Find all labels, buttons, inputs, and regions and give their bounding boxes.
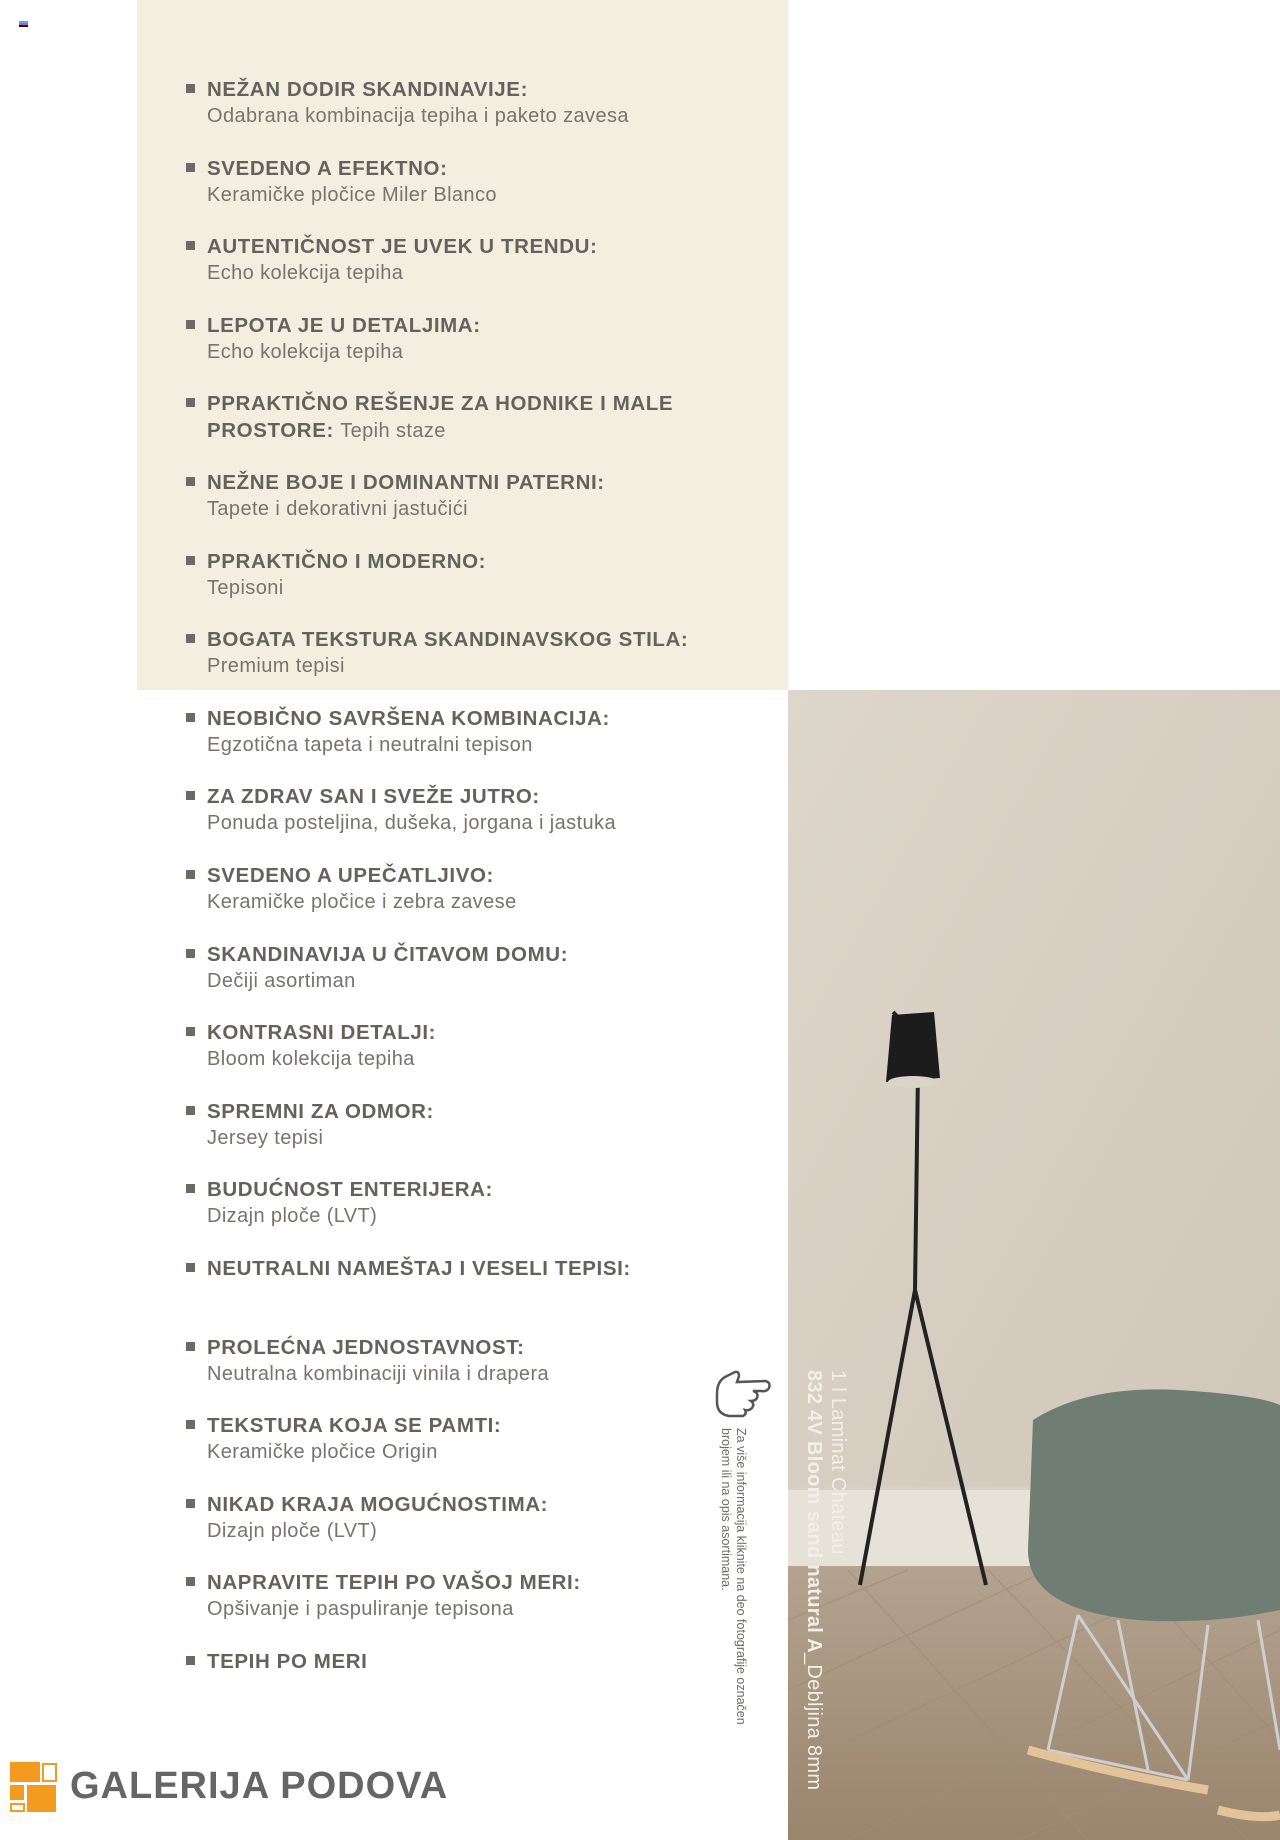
list-item[interactable] bbox=[186, 783, 766, 862]
print-registration-mark bbox=[19, 21, 28, 27]
info-note bbox=[718, 1428, 748, 1725]
item-title: NEOBIČNO SAVRŠENA KOMBINACIJA: bbox=[207, 706, 610, 730]
galerija-podova-logo-icon bbox=[10, 1762, 58, 1812]
item-title: NIKAD KRAJA MOGUĆNOSTIMA: bbox=[207, 1492, 549, 1516]
item-title: SVEDENO A EFEKTNO: bbox=[207, 156, 448, 180]
item-title: AUTENTIČNOST JE UVEK U TRENDU: bbox=[207, 235, 598, 259]
square-bullet-icon bbox=[186, 1499, 195, 1508]
square-bullet-icon bbox=[186, 1027, 195, 1036]
note-line-1: Za više informacija kliknite na deo fotografije označen bbox=[734, 1428, 748, 1725]
square-bullet-icon bbox=[186, 1263, 195, 1272]
list-item[interactable] bbox=[186, 548, 766, 627]
square-bullet-icon bbox=[186, 241, 195, 250]
list-item[interactable] bbox=[186, 1412, 766, 1491]
list-item[interactable] bbox=[186, 1334, 766, 1413]
caption-product: 832 4V Bloom sand natural A bbox=[803, 1370, 825, 1653]
item-description: Tepisoni bbox=[207, 576, 284, 599]
list-item[interactable] bbox=[186, 705, 766, 784]
item-title: BOGATA TEKSTURA SKANDINAVSKOG STILA: bbox=[207, 628, 689, 652]
list-item[interactable] bbox=[186, 312, 766, 391]
item-title: NEŽAN DODIR SKANDINAVIJE: bbox=[207, 78, 528, 101]
square-bullet-icon bbox=[186, 791, 195, 800]
item-description: Echo kolekcija tepiha bbox=[207, 262, 404, 285]
list-item[interactable] bbox=[186, 76, 766, 155]
list-item[interactable] bbox=[186, 233, 766, 312]
square-bullet-icon bbox=[186, 1420, 195, 1429]
item-title: SKANDINAVIJA U ČITAVOM DOMU: bbox=[207, 942, 569, 966]
item-title: NEŽNE BOJE I DOMINANTNI PATERNI: bbox=[207, 470, 605, 494]
item-description: Dizajn ploče (LVT) bbox=[207, 1205, 378, 1228]
item-description: Ponuda posteljina, dušeka, jorgana i jastuka bbox=[207, 812, 616, 835]
item-description: Keramičke pločice Origin bbox=[207, 1441, 438, 1464]
list-item[interactable] bbox=[186, 155, 766, 234]
item-title: TEPIH PO MERI bbox=[207, 1649, 368, 1673]
item-title: BUDUĆNOST ENTERIJERA: bbox=[207, 1178, 493, 1202]
item-title: PPRAKTIČNO I MODERNO: bbox=[207, 549, 487, 573]
item-description: Keramičke pločice i zebra zavese bbox=[207, 890, 517, 913]
square-bullet-icon bbox=[186, 320, 195, 329]
square-bullet-icon bbox=[186, 870, 195, 879]
caption-thickness: _Debljina 8mm bbox=[803, 1653, 825, 1791]
square-bullet-icon bbox=[186, 84, 195, 93]
square-bullet-icon bbox=[186, 1656, 195, 1665]
item-title: KONTRASNI DETALJI: bbox=[207, 1021, 437, 1045]
square-bullet-icon bbox=[186, 1577, 195, 1586]
list-item[interactable] bbox=[186, 1569, 766, 1648]
square-bullet-icon bbox=[186, 1184, 195, 1193]
item-description: Keramičke pločice Miler Blanco bbox=[207, 183, 497, 206]
square-bullet-icon bbox=[186, 949, 195, 958]
item-description: Tepih staze bbox=[340, 420, 446, 443]
square-bullet-icon bbox=[186, 556, 195, 565]
square-bullet-icon bbox=[186, 1106, 195, 1115]
item-title: NEUTRALNI NAMEŠTAJ I VESELI TEPISI: bbox=[207, 1256, 631, 1280]
item-description: Tapete i dekorativni jastučići bbox=[207, 497, 469, 520]
list-item[interactable] bbox=[186, 1491, 766, 1570]
list-item[interactable] bbox=[186, 1019, 766, 1098]
list-item[interactable] bbox=[186, 862, 766, 941]
item-title: PROLEĆNA JEDNOSTAVNOST: bbox=[207, 1335, 525, 1359]
list-item[interactable] bbox=[186, 469, 766, 548]
item-title: LEPOTA JE U DETALJIMA: bbox=[207, 313, 481, 337]
list-item[interactable] bbox=[186, 390, 766, 469]
item-description: Echo kolekcija tepiha bbox=[207, 340, 404, 363]
item-description: Odabrana kombinacija tepiha i paketo zavesa bbox=[207, 105, 629, 127]
square-bullet-icon bbox=[186, 477, 195, 486]
brand-name: GALERIJA PODOVA bbox=[70, 1765, 449, 1807]
item-title: ZA ZDRAV SAN I SVEŽE JUTRO: bbox=[207, 785, 540, 809]
item-description: Opšivanje i paspuliranje tepisona bbox=[207, 1598, 514, 1621]
list-item[interactable] bbox=[186, 1648, 766, 1727]
photo-caption[interactable] bbox=[802, 1370, 850, 1790]
item-description: Egzotična tapeta i neutralni tepison bbox=[207, 733, 533, 756]
square-bullet-icon bbox=[186, 398, 195, 407]
list-item[interactable] bbox=[186, 1255, 766, 1334]
collection-list bbox=[186, 76, 766, 1726]
square-bullet-icon bbox=[186, 1342, 195, 1351]
item-title: TEKSTURA KOJA SE PAMTI: bbox=[207, 1414, 502, 1438]
item-title: SVEDENO A UPEČATLJIVO: bbox=[207, 863, 494, 887]
caption-line-1: 1 l Laminat Chateau bbox=[827, 1370, 849, 1555]
square-bullet-icon bbox=[186, 713, 195, 722]
item-description: Dizajn ploče (LVT) bbox=[207, 1519, 378, 1542]
item-description: Neutralna kombinaciji vinila i drapera bbox=[207, 1362, 550, 1385]
item-title: PPRAKTIČNO REŠENJE ZA HODNIKE I MALE PROSTORE: bbox=[207, 392, 674, 443]
item-description: Dečiji asortiman bbox=[207, 969, 356, 992]
item-description: Jersey tepisi bbox=[207, 1126, 324, 1149]
square-bullet-icon bbox=[186, 634, 195, 643]
note-line-2: brojem ili na opis asortimana. bbox=[719, 1428, 733, 1591]
item-description: Bloom kolekcija tepiha bbox=[207, 1048, 415, 1071]
list-item[interactable] bbox=[186, 1176, 766, 1255]
list-item[interactable] bbox=[186, 1098, 766, 1177]
square-bullet-icon bbox=[186, 163, 195, 172]
interior-photo[interactable] bbox=[788, 690, 1280, 1840]
list-item[interactable] bbox=[186, 941, 766, 1020]
list-item[interactable] bbox=[186, 626, 766, 705]
item-title: SPREMNI ZA ODMOR: bbox=[207, 1099, 434, 1123]
pointing-hand-icon bbox=[713, 1368, 775, 1420]
item-title: NAPRAVITE TEPIH PO VAŠOJ MERI: bbox=[207, 1571, 581, 1595]
item-description: Premium tepisi bbox=[207, 655, 345, 678]
